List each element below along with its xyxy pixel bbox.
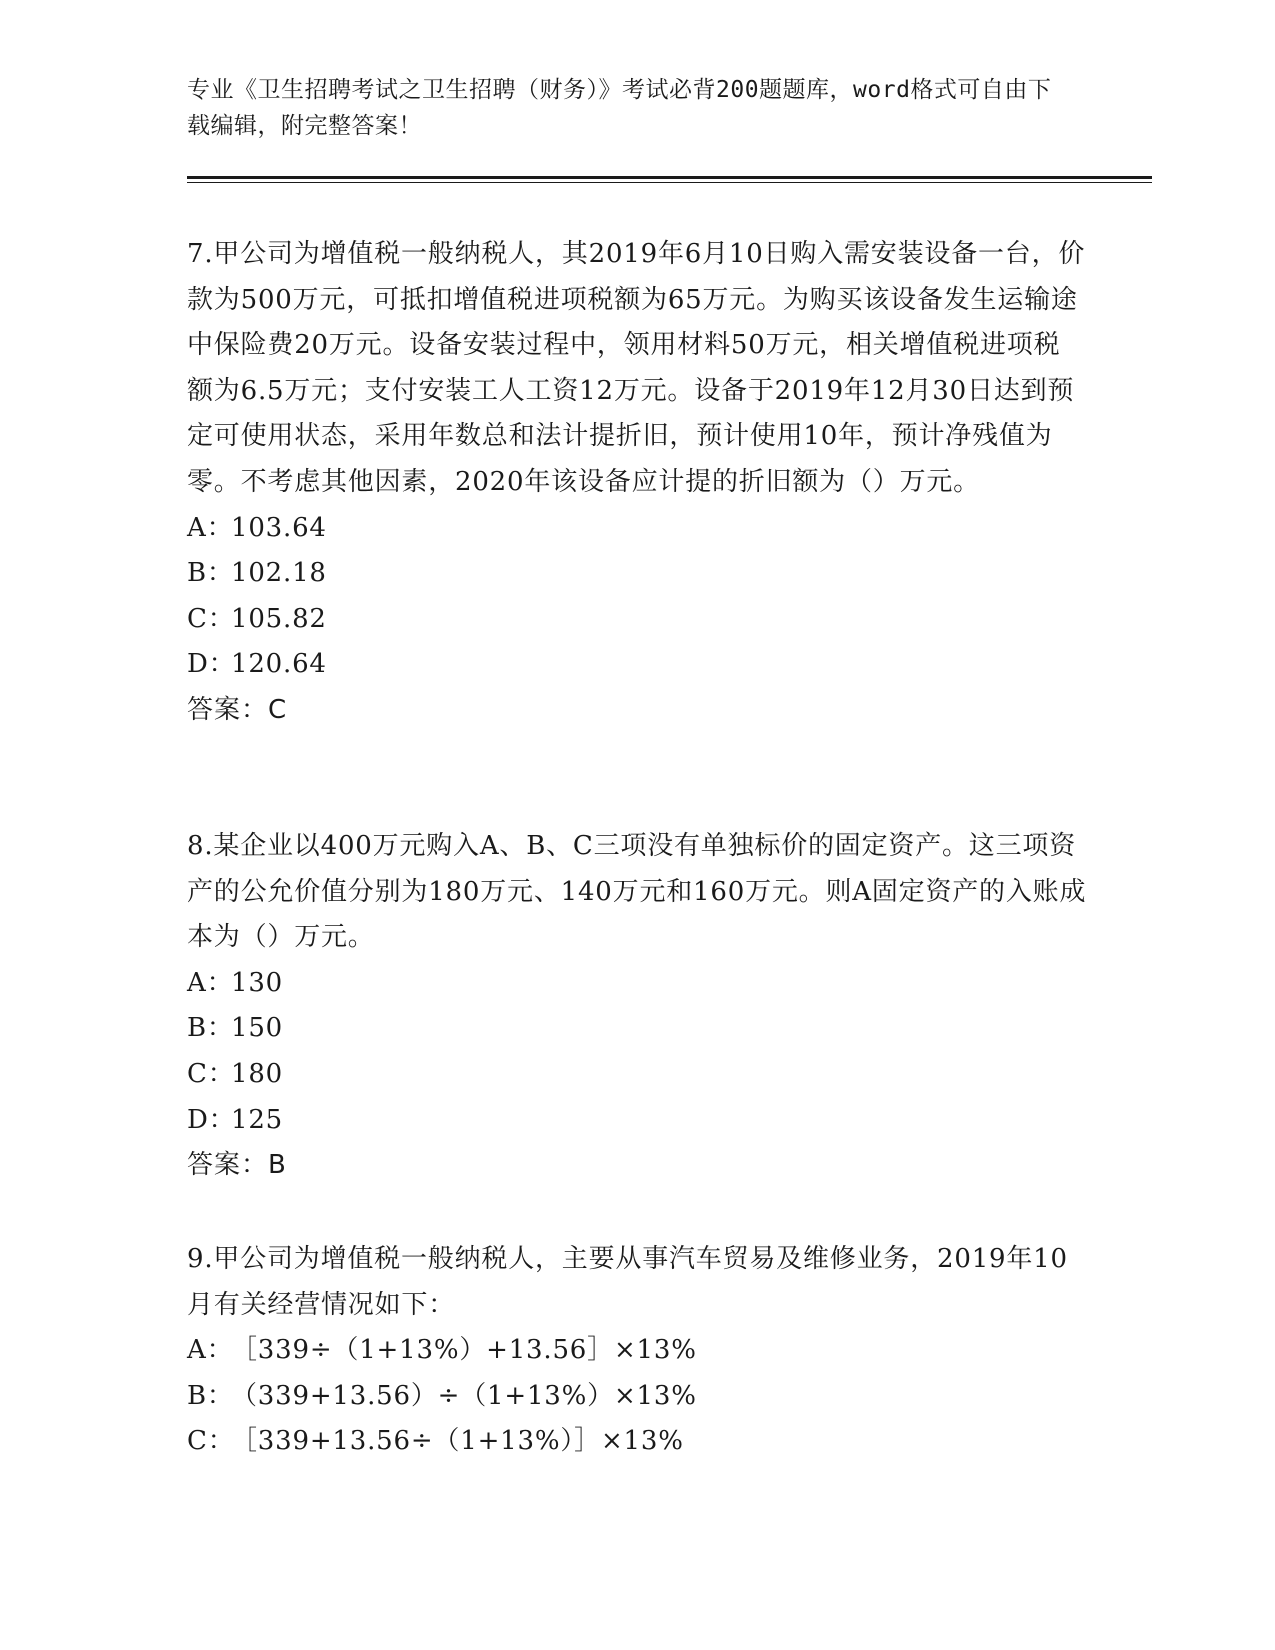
option-a bbox=[187, 961, 1087, 1007]
document-header: 专业《卫生招聘考试之卫生招聘（财务）》考试必背200题题库，word格式可自由下载编辑，附完整答案！ bbox=[187, 77, 1052, 139]
option-text: ［339+13.56÷（1+13%）］×13% bbox=[231, 1426, 684, 1457]
option-key: B： bbox=[187, 1013, 234, 1044]
option-text: 102.18 bbox=[231, 558, 327, 589]
option-text: 103.64 bbox=[231, 512, 327, 543]
option-key: A： bbox=[187, 967, 234, 998]
question-stem: 7.甲公司为增值税一般纳税人，其2019年6月10日购入需安装设备一台，价款为500万元，可抵扣增值税进项税额为65万元。为购买该设备发生运输途中保险费20万元。设备安装过程中，领用材料50万元，相关增值税进项税额为6.5万元；支付安装工人工资12万元。设备于2019年12月30日达到预定可使用状态，采用年数总和法计提折旧，预计使用10年，预计净残值为零。不考虑其他因素，2020年该设备应计提的折旧额为（）万元。 bbox=[187, 239, 1086, 497]
header-divider-thin bbox=[187, 182, 1152, 183]
answer-line: 答案：C bbox=[187, 694, 288, 725]
option-key: C： bbox=[187, 1058, 235, 1089]
question-stem: 9.甲公司为增值税一般纳税人，主要从事汽车贸易及维修业务，2019年10月有关经营情况如下： bbox=[187, 1244, 1068, 1320]
option-key: A： bbox=[187, 1335, 234, 1366]
question-stem: 8.某企业以400万元购入A、B、C三项没有单独标价的固定资产。这三项资产的公允价值分别为180万元、140万元和160万元。则A固定资产的入账成本为（）万元。 bbox=[187, 831, 1087, 953]
option-d bbox=[187, 1098, 1087, 1144]
option-b bbox=[187, 1374, 1087, 1420]
option-a bbox=[187, 506, 1087, 552]
option-c bbox=[187, 1052, 1087, 1098]
option-text: ［339÷（1+13%）+13.56］×13% bbox=[231, 1335, 697, 1366]
option-text: 150 bbox=[231, 1013, 284, 1044]
option-text: 180 bbox=[231, 1058, 284, 1089]
answer-line: 答案：B bbox=[187, 1150, 287, 1181]
option-a bbox=[187, 1328, 1087, 1374]
option-text: （339+13.56）÷（1+13%）×13% bbox=[231, 1380, 697, 1411]
option-key: C： bbox=[187, 1426, 235, 1457]
option-b bbox=[187, 551, 1087, 597]
option-c bbox=[187, 597, 1087, 643]
option-key: B： bbox=[187, 558, 234, 589]
option-key: C： bbox=[187, 603, 235, 634]
option-text: 105.82 bbox=[231, 603, 327, 634]
option-key: D： bbox=[187, 1104, 236, 1135]
option-key: B： bbox=[187, 1380, 234, 1411]
option-b bbox=[187, 1006, 1087, 1052]
question-9 bbox=[187, 1237, 1087, 1465]
option-text: 130 bbox=[231, 967, 284, 998]
header-divider-thick bbox=[187, 176, 1152, 179]
option-c bbox=[187, 1419, 1087, 1465]
option-key: A： bbox=[187, 512, 234, 543]
option-d bbox=[187, 642, 1087, 688]
question-7 bbox=[187, 232, 1087, 734]
option-key: D： bbox=[187, 649, 236, 680]
option-text: 125 bbox=[231, 1104, 284, 1135]
option-text: 120.64 bbox=[231, 649, 327, 680]
question-8 bbox=[187, 824, 1087, 1189]
